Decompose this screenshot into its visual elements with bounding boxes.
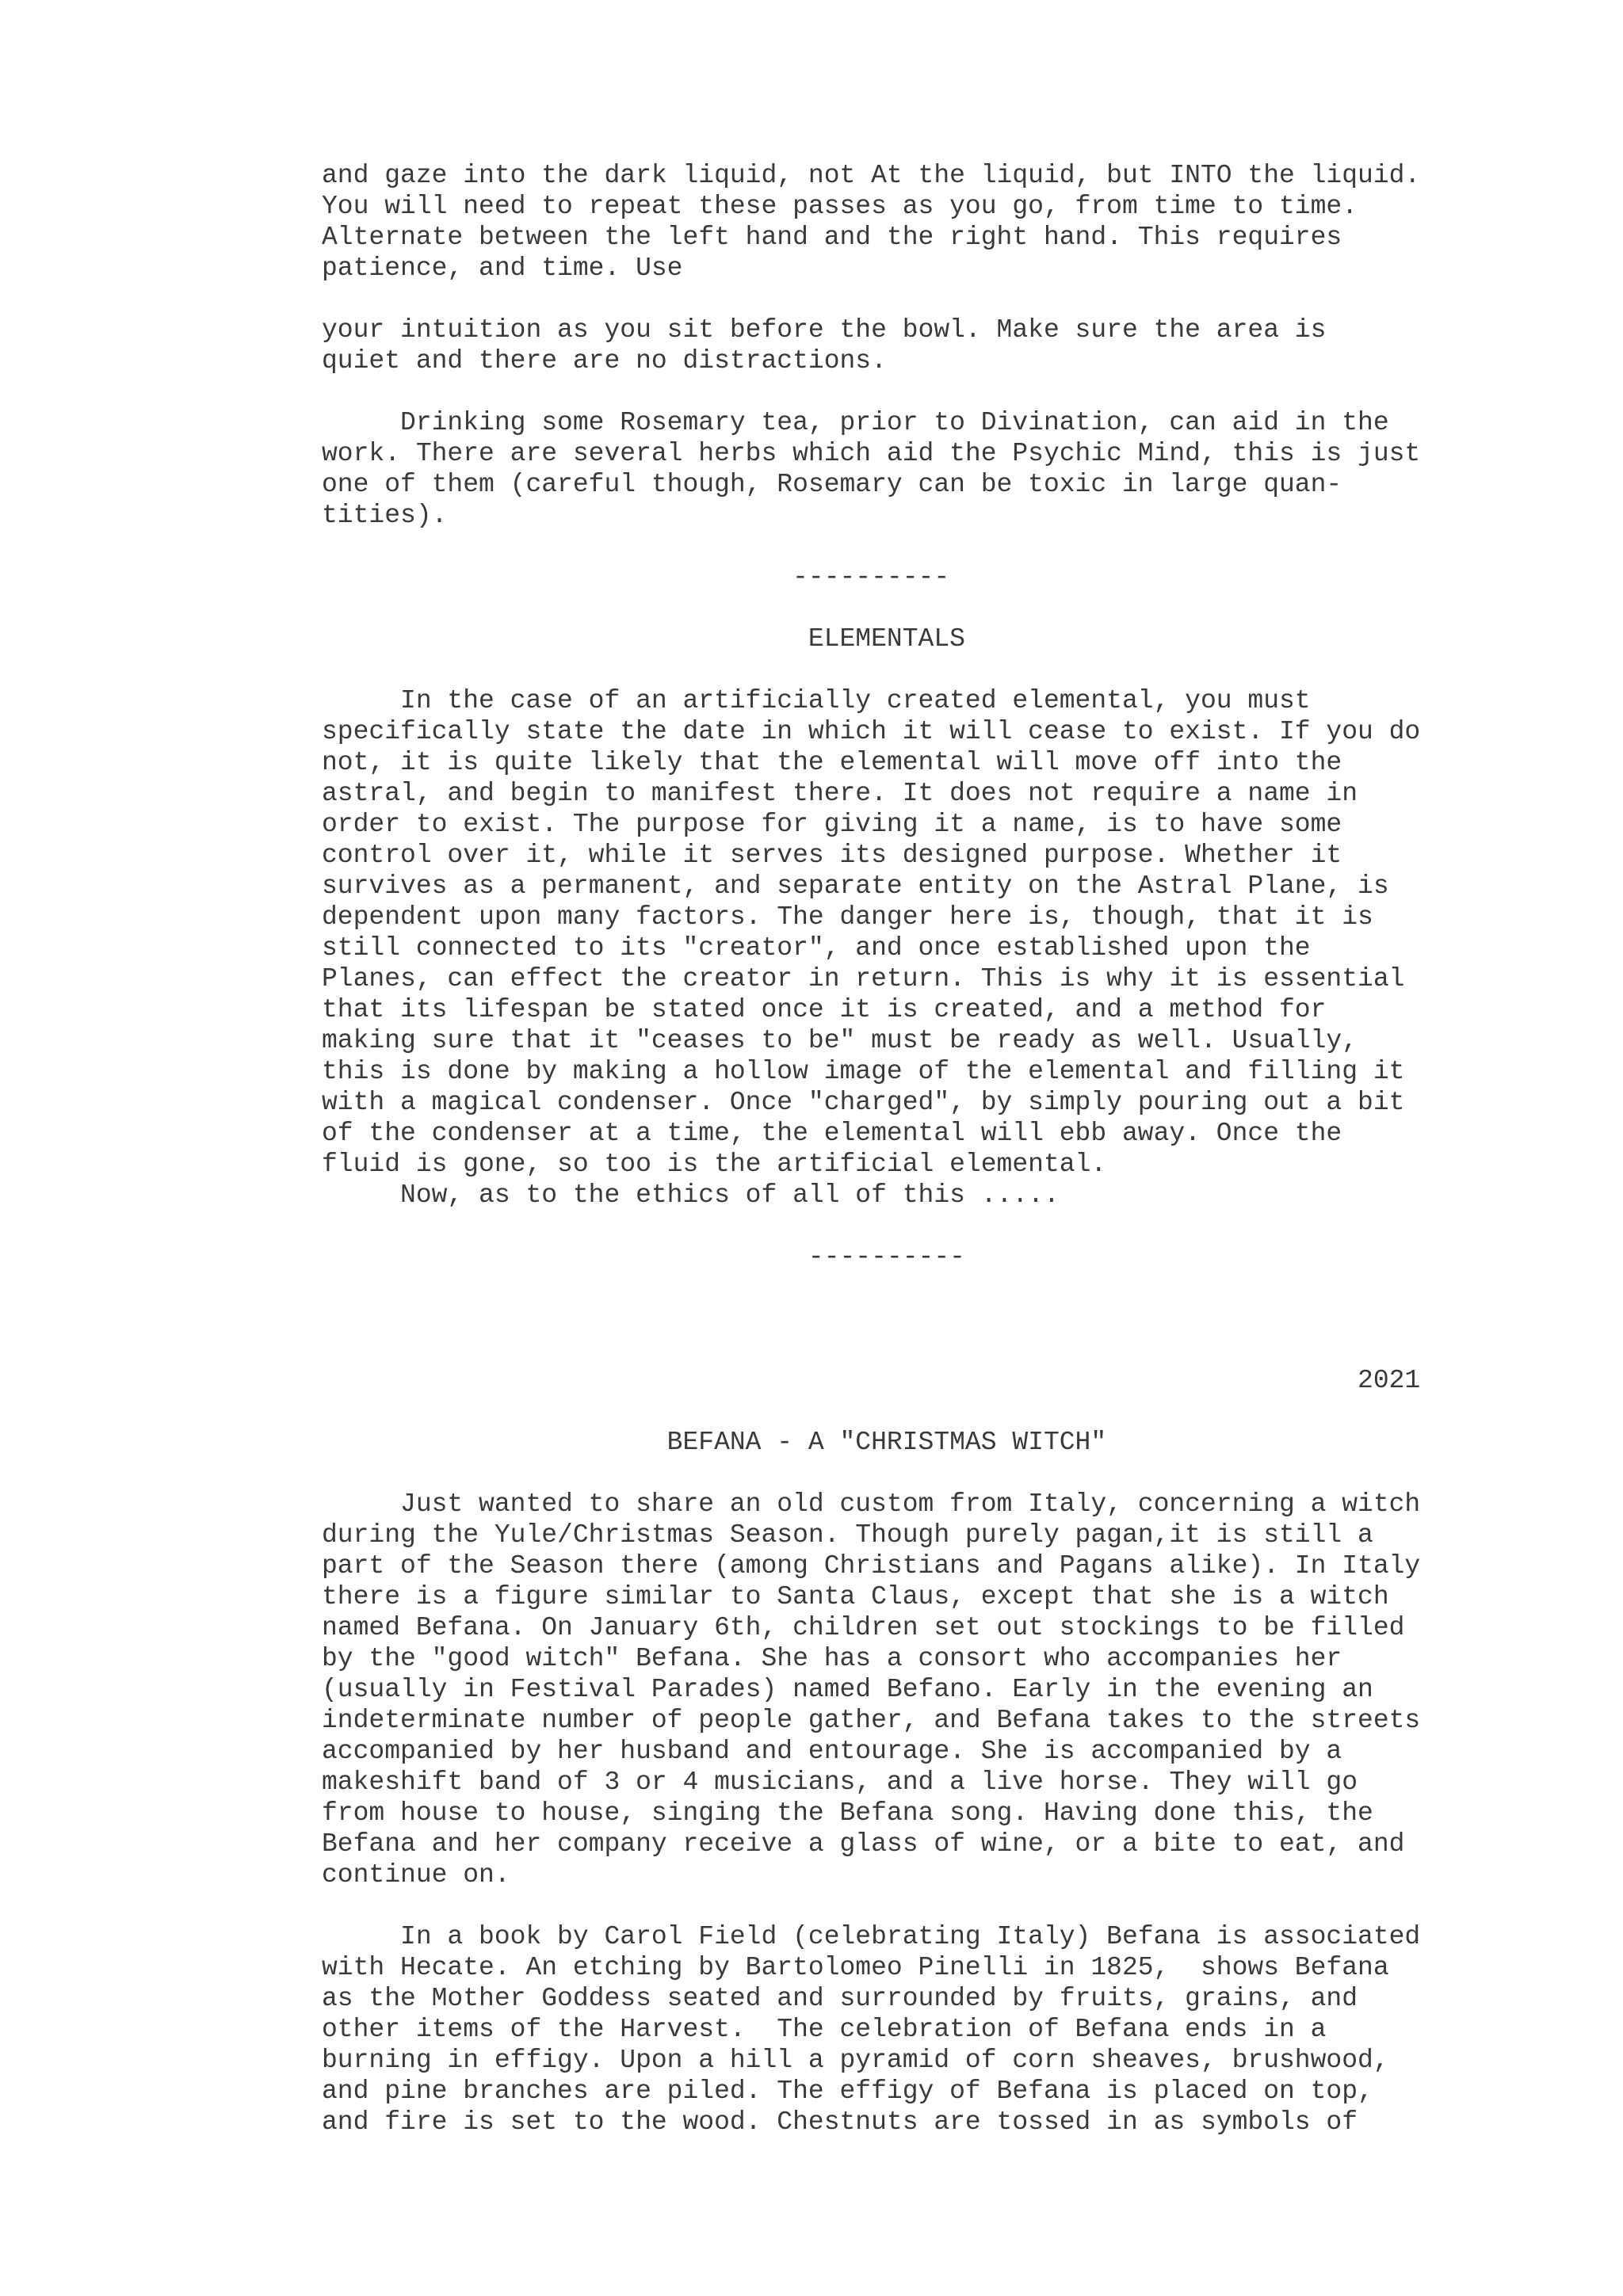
text-line: In a book by Carol Field (celebrating Italy) Befana is associated <box>322 1922 1421 1951</box>
text-line: named Befana. On January 6th, children set out stockings to be filled <box>322 1613 1405 1642</box>
text-line: that its lifespan be stated once it is created, and a method for <box>322 995 1327 1024</box>
text-line: survives as a permanent, and separate entity on the Astral Plane, is <box>322 871 1389 901</box>
section-divider: ---------- <box>322 563 950 592</box>
text-line: not, it is quite likely that the elemental will move off into the <box>322 748 1342 777</box>
text-line: You will need to repeat these passes as you go, from time to time. <box>322 192 1358 221</box>
text-line: work. There are several herbs which aid the Psychic Mind, this is just <box>322 439 1421 468</box>
text-line: from house to house, singing the Befana song. Having done this, the <box>322 1798 1373 1828</box>
text-line: order to exist. The purpose for giving it a name, is to have some <box>322 810 1342 839</box>
text-line: tities). <box>322 501 448 530</box>
section-divider: ---------- <box>322 1242 965 1272</box>
text-line: and gaze into the dark liquid, not At the liquid, but INTO the liquid. <box>322 161 1421 190</box>
text-line: your intuition as you sit before the bowl. Make sure the area is <box>322 315 1327 345</box>
text-line: dependent upon many factors. The danger here is, though, that it is <box>322 902 1373 932</box>
text-line: In the case of an artificially created elemental, you must <box>322 686 1311 715</box>
text-line: one of them (careful though, Rosemary can be toxic in large quan- <box>322 470 1342 499</box>
page-number: 2021 <box>322 1366 1421 1395</box>
text-line: Planes, can effect the creator in return. This is why it is essential <box>322 964 1405 994</box>
text-line: and fire is set to the wood. Chestnuts are tossed in as symbols of <box>322 2107 1358 2137</box>
text-line: control over it, while it serves its designed purpose. Whether it <box>322 841 1342 870</box>
text-line: astral, and begin to manifest there. It does not require a name in <box>322 779 1358 808</box>
text-line: other items of the Harvest. The celebration of Befana ends in a <box>322 2015 1327 2044</box>
text-line: fluid is gone, so too is the artificial elemental. <box>322 1150 1107 1179</box>
section-heading-elementals: ELEMENTALS <box>322 624 965 654</box>
text-line: continue on. <box>322 1860 510 1890</box>
text-line: Befana and her company receive a glass of wine, or a bite to eat, and <box>322 1829 1405 1859</box>
text-line: with a magical condenser. Once "charged", by simply pouring out a bit <box>322 1088 1405 1117</box>
text-line: and pine branches are piled. The effigy of Befana is placed on top, <box>322 2077 1373 2106</box>
section-heading-befana: BEFANA - A "CHRISTMAS WITCH" <box>322 1428 1107 1457</box>
text-line: Alternate between the left hand and the right hand. This requires <box>322 223 1342 252</box>
text-line: part of the Season there (among Christians and Pagans alike). In Italy <box>322 1551 1421 1581</box>
text-line: during the Yule/Christmas Season. Though purely pagan,it is still a <box>322 1520 1373 1550</box>
text-line: (usually in Festival Parades) named Befano. Early in the evening an <box>322 1675 1373 1704</box>
text-line: this is done by making a hollow image of the elemental and filling it <box>322 1057 1405 1086</box>
text-line: still connected to its "creator", and once established upon the <box>322 933 1311 963</box>
text-line: accompanied by her husband and entourage. She is accompanied by a <box>322 1737 1342 1766</box>
text-line: there is a figure similar to Santa Claus, except that she is a witch <box>322 1582 1389 1611</box>
text-line: makeshift band of 3 or 4 musicians, and a live horse. They will go <box>322 1768 1358 1797</box>
text-line: indeterminate number of people gather, and Befana takes to the streets <box>322 1706 1421 1735</box>
text-line: Just wanted to share an old custom from Italy, concerning a witch <box>322 1489 1421 1519</box>
text-line: Drinking some Rosemary tea, prior to Divination, can aid in the <box>322 408 1389 437</box>
text-line: making sure that it "ceases to be" must be ready as well. Usually, <box>322 1026 1358 1055</box>
text-line: as the Mother Goddess seated and surrounded by fruits, grains, and <box>322 1984 1358 2013</box>
text-line: specifically state the date in which it will cease to exist. If you do <box>322 717 1421 746</box>
text-line: Now, as to the ethics of all of this ..... <box>322 1180 1060 1210</box>
text-line: by the "good witch" Befana. She has a consort who accompanies her <box>322 1644 1342 1673</box>
text-line: patience, and time. Use <box>322 254 683 283</box>
text-line: of the condenser at a time, the elemental will ebb away. Once the <box>322 1119 1342 1148</box>
text-line: with Hecate. An etching by Bartolomeo Pinelli in 1825, shows Befana <box>322 1953 1389 1982</box>
text-line: quiet and there are no distractions. <box>322 346 887 376</box>
text-line: burning in effigy. Upon a hill a pyramid of corn sheaves, brushwood, <box>322 2046 1389 2075</box>
